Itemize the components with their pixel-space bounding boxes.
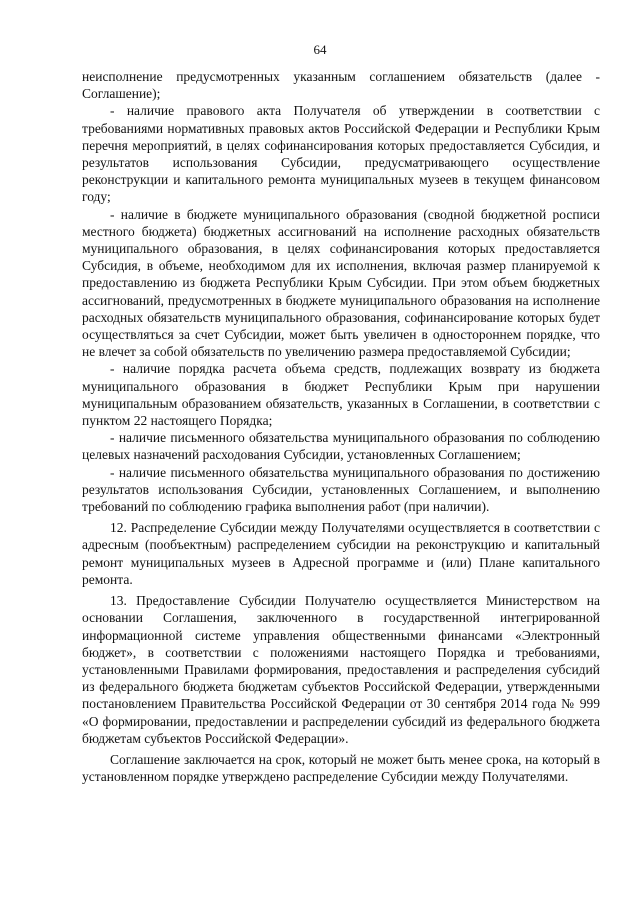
bullet-target-compliance: - наличие письменного обязательства муниципального образования по соблюдению целевых назначений расходования Субсидии, установленных Соглашением; [82,430,600,463]
agreement-term: Соглашение заключается на срок, который не может быть менее срока, на который в установленном порядке утверждено распределение Субсидии между Получателями. [82,751,600,785]
bullet-results-obligation: - наличие письменного обязательства муниципального образования по достижению результатов использования Субсидии, установленных Соглашением, и выполнению требований по соблюдению графика выполнения работ (при наличии). [82,464,600,515]
clause-12: 12. Распределение Субсидии между Получателями осуществляется в соответствии с адресным (пообъектным) распределением субсидии на реконструкцию и капитальный ремонт муниципальных музеев в Адресной программе и (или) Плане капитального ремонта. [82,520,600,587]
paragraph-continuation: неисполнение предусмотренных указанным соглашением обязательств (далее - Соглашение); [82,69,600,102]
bullet-refund-procedure: - наличие порядка расчета объема средств, подлежащих возврату из бюджета муниципального образования в бюджет Республики Крым при нарушении муниципальным образованием обязательств, указанных в Соглашении, в соответствии с пунктом 22 настоящего Порядка; [82,361,600,429]
bullet-budget-allocations: - наличие в бюджете муниципального образования (сводной бюджетной росписи местного бюджета) бюджетных ассигнований на исполнение расходных обязательств муниципального образования, в целях софинансирования которых предоставляется Субсидия, в объеме, необходимом для их исполнения, включая размер планируемой к предоставлению из бюджета Республики Крым Субсидии. При этом объем бюджетных ассигнований, предусмотренных в бюджете муниципального образования на исполнение расходных обязательств муниципального образования, софинансирование которых будет осуществляться за счет Субсидии, может быть увеличен в одностороннем порядке, что не влечет за собой обязательств по увеличению размера предоставляемой Субсидии; [82,206,600,360]
page-number: 64 [313,42,327,57]
clause-13: 13. Предоставление Субсидии Получателю осуществляется Министерством на основании Соглашения, заключенного в государственной интегрированной информационной системе управления общественными финансами «Электронный бюджет», в соответствии с положениями настоящего Порядка и требованиями, установленными Правилами формирования, предоставления и распределения субсидий из федерального бюджета бюджетам субъектов Российской Федерации, утвержденными постановлением Правительства Российской Федерации от 30 сентября 2014 года № 999 «О формировании, предоставлении и распределении субсидий из федерального бюджета бюджетам субъектов Российской Федерации». [82,593,600,746]
document-body [82,68,600,785]
bullet-legal-act: - наличие правового акта Получателя об утверждении в соответствии с требованиями нормативных правовых актов Российской Федерации и Республики Крым перечня мероприятий, в целях софинансирования которых предоставляется Субсидия, и результатов использования Субсидии, предусматривающего осуществление реконструкции и капитального ремонта муниципальных музеев в текущем финансовом году; [82,103,600,205]
